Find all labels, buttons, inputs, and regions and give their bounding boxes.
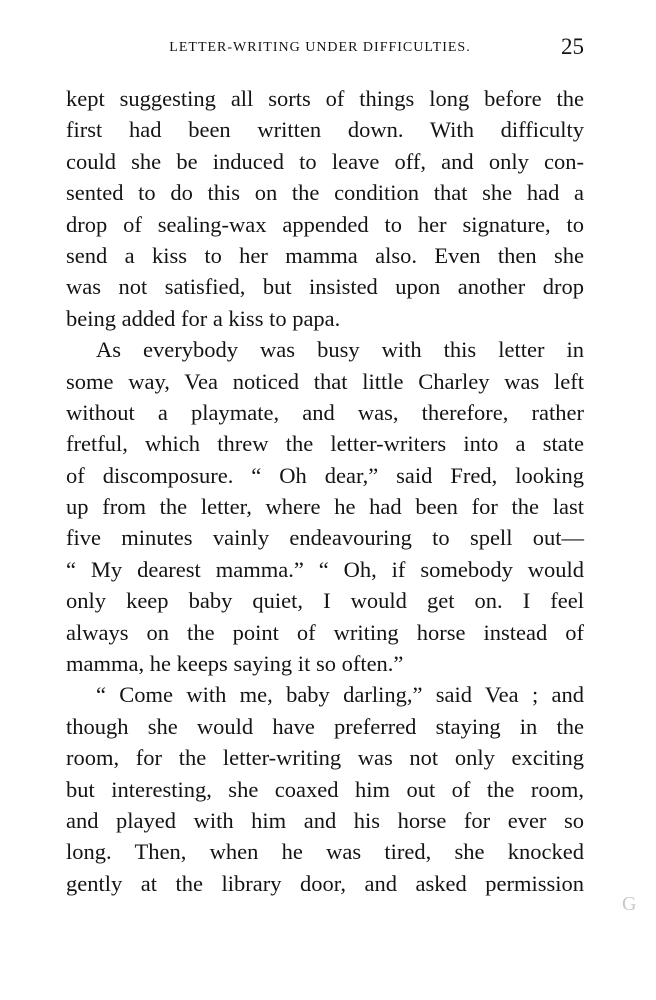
body-text	[66, 83, 584, 899]
text-line: fretful, which threw the letter-writers into a state	[66, 431, 584, 457]
text-line: “ My dearest mamma.” “ Oh, if somebody would	[66, 556, 584, 582]
text-line: send a kiss to her mamma also. Even then she	[66, 242, 584, 268]
text-line: though she would have preferred staying in the	[66, 713, 584, 739]
page-number: 25	[561, 34, 584, 59]
text-line: only keep baby quiet, I would get on. I feel	[66, 588, 584, 614]
text-line: could she be induced to leave off, and only con-	[66, 148, 584, 174]
text-line: “ Come with me, baby darling,” said Vea ; and	[96, 682, 584, 708]
text-line: kept suggesting all sorts of things long before the	[66, 86, 584, 111]
text-line: room, for the letter-writing was not only exciting	[66, 745, 584, 771]
running-title: LETTER-WRITING UNDER DIFFICULTIES.	[169, 40, 471, 55]
text-line: being added for a kiss to papa.	[66, 305, 341, 331]
text-line: five minutes vainly endeavouring to spell out—	[66, 525, 584, 551]
text-line: of discomposure. “ Oh dear,” said Fred, looking	[66, 462, 584, 488]
text-line: some way, Vea noticed that little Charley was left	[66, 368, 584, 394]
text-line: As everybody was busy with this letter in	[96, 337, 584, 363]
text-line: gently at the library door, and asked permission	[66, 870, 584, 896]
text-line: sented to do this on the condition that she had a	[66, 180, 584, 206]
text-line: drop of sealing-wax appended to her signature, to	[66, 211, 584, 237]
text-line: long. Then, when he was tired, she knocked	[66, 839, 584, 865]
text-line: first had been written down. With difficulty	[66, 117, 584, 143]
text-line: without a playmate, and was, therefore, rather	[66, 399, 584, 425]
text-line: always on the point of writing horse instead of	[66, 619, 584, 645]
text-line: was not satisfied, but insisted upon another drop	[66, 274, 584, 300]
text-line: and played with him and his horse for ever so	[66, 807, 584, 833]
text-line: up from the letter, where he had been for the last	[66, 494, 584, 520]
margin-mark: G	[622, 893, 637, 915]
text-line: mamma, he keeps saying it so often.”	[66, 651, 404, 677]
text-line: but interesting, she coaxed him out of the room,	[66, 776, 584, 802]
